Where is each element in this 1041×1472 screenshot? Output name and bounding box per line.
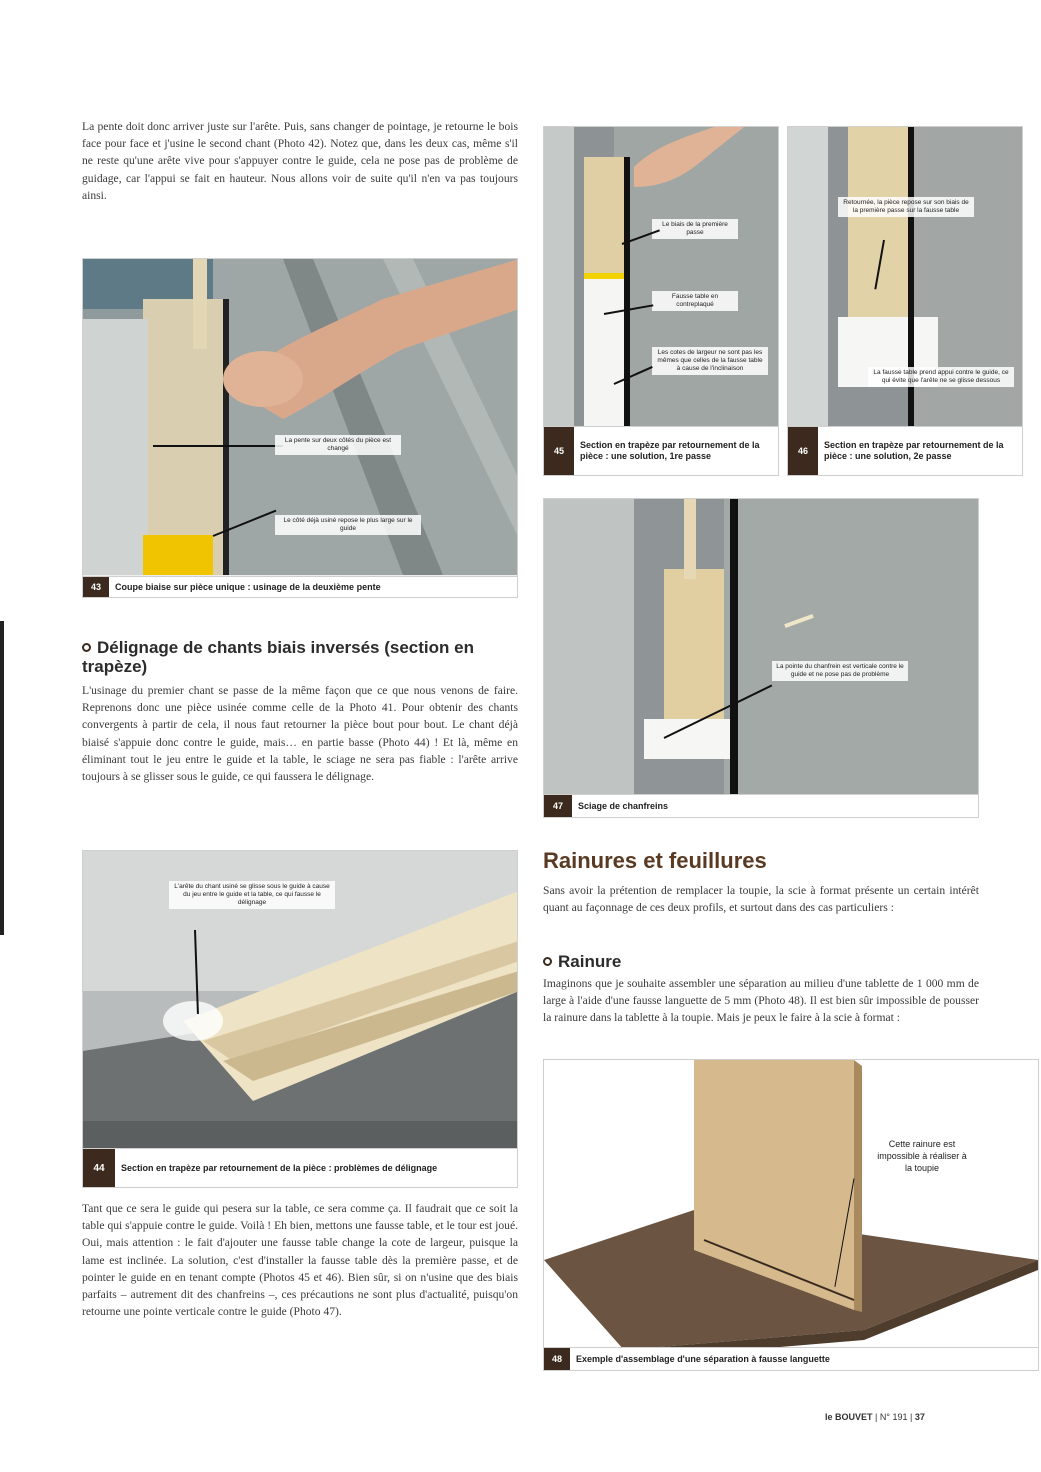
caption-48 — [544, 1347, 1038, 1370]
page-number: 37 — [914, 1412, 925, 1422]
note-46b: La fausse table prend appui contre le guide, ce qui évite que l'arête ne se glisse dessous — [868, 367, 1014, 387]
page-footer — [825, 1412, 925, 1422]
heading-delignage: Délignage de chants biais inversés (section en trapèze) — [82, 638, 474, 676]
left-column — [82, 118, 518, 1320]
bullet-icon — [543, 957, 552, 966]
rainure-paragraph: Imaginons que je souhaite assembler une séparation au milieu d'une tablette de 1 000 mm de large à l'aide d'une fausse languette de 5 mm (Photo 48). Il est bien sûr impossible de pousser la rainure dans la tablette à la toupie. Mais je peux le faire à la scie à format : — [543, 977, 979, 1025]
arrow-43a — [153, 445, 283, 447]
magazine-brand: le BOUVET — [825, 1412, 873, 1422]
footer-separator: | — [875, 1412, 880, 1422]
note-46a: Retournée, la pièce repose sur son biais de la première passe sur la fausse table — [838, 197, 974, 217]
heading-rainure: Rainure — [543, 952, 1023, 971]
footer-separator: | — [910, 1412, 915, 1422]
rainures-paragraph: Sans avoir la prétention de remplacer la toupie, la scie à format présente un certain intérêt quant au façonnage de ces deux profils, et surtout dans des cas particuliers : — [543, 884, 979, 915]
caption-45 — [544, 426, 778, 475]
caption-47 — [544, 794, 978, 817]
note-43a: La pente sur deux côtés du pièce est changé — [275, 435, 401, 455]
figure-47 — [543, 498, 979, 818]
caption-text: Section en trapèze par retournement de la pièce : problèmes de délignage — [121, 1162, 438, 1173]
bullet-icon — [82, 643, 91, 652]
figure-46 — [787, 126, 1023, 476]
caption-text: Sciage de chanfreins — [578, 800, 669, 811]
note-43b: Le côté déjà usiné repose le plus large sur le guide — [275, 515, 421, 535]
photo-45 — [544, 127, 779, 427]
fausse-table-paragraph: Tant que ce sera le guide qui pesera sur la table, ce sera comme ça. Il faudrait que ce soit la table qui s'appuie contre le guide. Voilà ! Eh bien, mettons une fausse table, et le tour est joué. Oui, mais attention : le fait d'ajouter une fausse table change la cote de largeur, puisque la lame est inclinée. La solution, c'est d'installer la fausse table dès la première passe, et de pointer le guide en en tenant compte (Photos 45 et 46). Bien sûr, si on n'usine que des biais parfaits – autrement dit des chanfreins –, ces précautions ne sont plus d'actualité, puisqu'on retourne une pointe verticale contre le guide (Photo 47). — [82, 1202, 518, 1319]
caption-text: Exemple d'assemblage d'une séparation à fausse languette — [576, 1353, 830, 1364]
figure-number: 45 — [544, 427, 574, 475]
note-45b: Fausse table en contreplaqué — [652, 291, 738, 311]
note-45a: Le biais de la première passe — [652, 219, 738, 239]
note-45c: Les cotes de largeur ne sont pas les mêmes que celles de la fausse table à cause de l'inclinaison — [652, 347, 768, 375]
figure-number: 46 — [788, 427, 818, 475]
figure-48 — [543, 1059, 1039, 1371]
note-47: La pointe du chanfrein est verticale contre le guide et ne pose pas de problème — [772, 661, 908, 681]
caption-43 — [83, 576, 517, 597]
caption-text: Coupe biaise sur pièce unique : usinage de la deuxième pente — [115, 581, 381, 592]
figure-45 — [543, 126, 779, 476]
caption-44 — [83, 1148, 517, 1187]
note-48: Cette rainure est impossible à réaliser à la toupie — [877, 1139, 967, 1173]
caption-text: Section en trapèze par retournement de la pièce : une solution, 2e passe — [824, 440, 1004, 461]
figure-43 — [82, 258, 518, 598]
side-tab-marker — [0, 621, 4, 935]
illustration-48 — [544, 1060, 1038, 1348]
note-44: L'arête du chant usiné se glisse sous le guide à cause du jeu entre le guide et la table, ce qui fausse le délignage — [169, 881, 335, 909]
figure-number: 44 — [83, 1149, 115, 1187]
caption-text: Section en trapèze par retournement de la pièce : une solution, 1re passe — [580, 440, 760, 461]
figure-number: 48 — [544, 1348, 570, 1370]
issue-number: N° 191 — [879, 1412, 908, 1422]
delignage-paragraph: L'usinage du premier chant se passe de la même façon que ce que nous venons de faire. Reprenons donc une pièce usinée comme celle de la Photo 41. Pour obtenir des chants convergents à partir de cela, il nous faut retourner la pièce bout pour bout. Le chant déjà biaisé s'appuie donc contre le guide, mais… en partie basse (Photo 44) ! Et là, même en éliminant tout le jeu entre le guide et la table, le sciage ne sera pas fiable : l'arête arrive toujours à se glisser sous le guide, ce qui faussera le délignage. — [82, 684, 518, 784]
section-title: Rainures et feuillures — [543, 848, 767, 873]
photo-47 — [544, 499, 978, 795]
figure-row-45-46 — [543, 126, 1023, 476]
figure-number: 47 — [544, 795, 572, 817]
right-column — [543, 126, 1023, 1371]
figure-number: 43 — [83, 577, 109, 597]
figure-44 — [82, 850, 518, 1188]
caption-46 — [788, 426, 1022, 475]
intro-paragraph: La pente doit donc arriver juste sur l'arête. Puis, sans changer de pointage, je retourne le bois face pour face et j'usine le second chant (Photo 42). Notez que, dans les deux cas, même s'il ne reste qu'une arête vive pour s'appuyer contre le guide, cela ne pose pas de problème de guidage, car l'appui se fait en hauteur. Nous allons voir de suite qu'il n'en va pas toujours ainsi. — [82, 120, 518, 202]
